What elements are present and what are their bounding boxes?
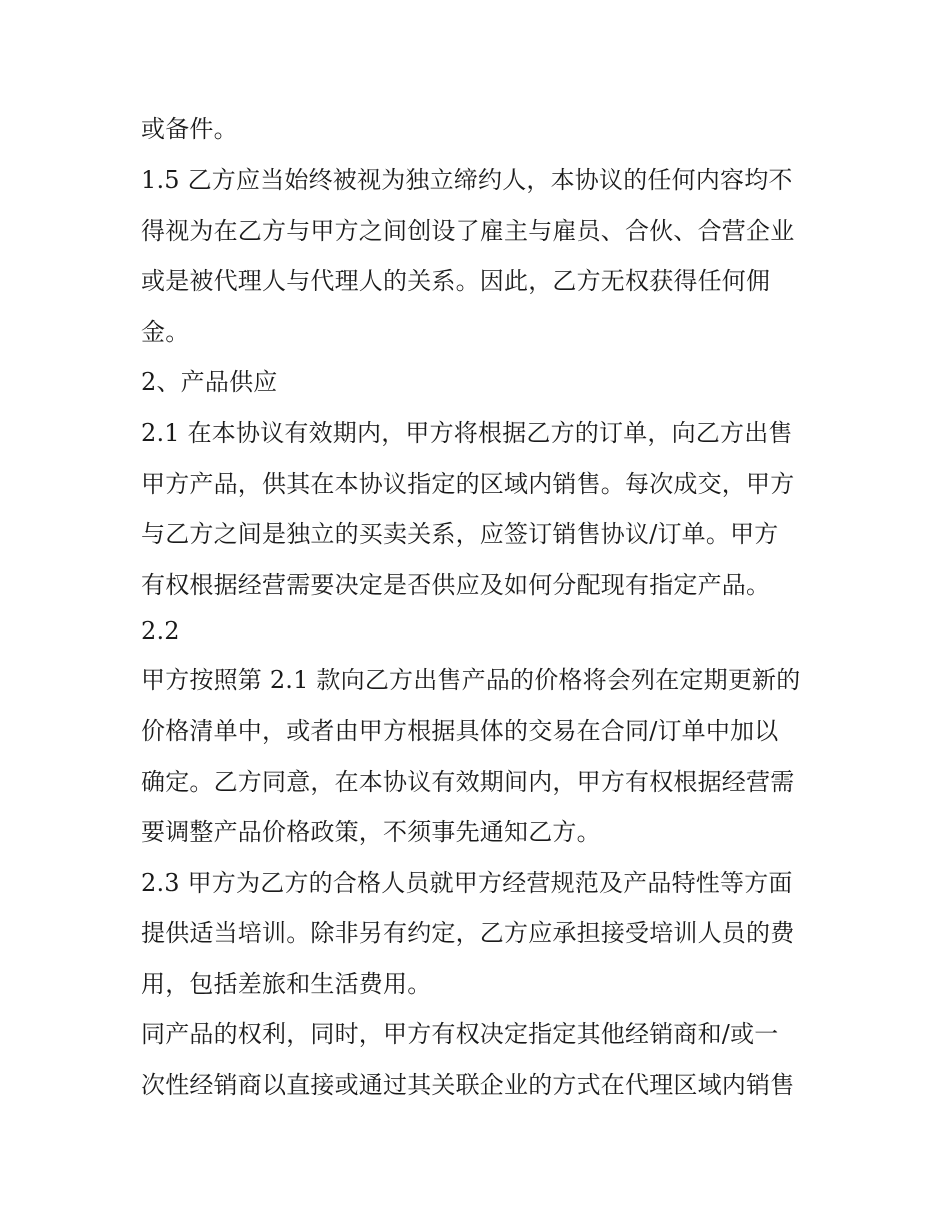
text-line: 提供适当培训。除非另有约定，乙方应承担接受培训人员的费 [141, 919, 795, 947]
text-line: 确定。乙方同意，在本协议有效期间内，甲方有权根据经营需 [141, 768, 795, 796]
text-line: 用，包括差旅和生活费用。 [141, 970, 432, 998]
text-line: 1.5 乙方应当始终被视为独立缔约人，本协议的任何内容均不 [141, 166, 793, 194]
text-line: 或是被代理人与代理人的关系。因此，乙方无权获得任何佣 [141, 267, 771, 295]
text-line: 要调整产品价格政策，不须事先通知乙方。 [141, 818, 601, 846]
text-line: 金。 [141, 318, 190, 346]
text-line: 与乙方之间是独立的买卖关系，应签订销售协议/订单。甲方 [141, 520, 779, 548]
text-line: 或备件。 [141, 115, 238, 143]
text-line: 得视为在乙方与甲方之间创设了雇主与雇员、合伙、合营企业 [141, 217, 795, 245]
text-line: 甲方产品，供其在本协议指定的区域内销售。每次成交，甲方 [141, 470, 795, 498]
text-line: 次性经销商以直接或通过其关联企业的方式在代理区域内销售 [141, 1071, 795, 1099]
section-heading: 2、产品供应 [141, 368, 278, 396]
text-line: 2.1 在本协议有效期内，甲方将根据乙方的订单，向乙方出售 [141, 419, 793, 447]
text-line: 2.3 甲方为乙方的合格人员就甲方经营规范及产品特性等方面 [141, 869, 793, 897]
clause-number: 2.2 [141, 617, 180, 645]
text-line: 有权根据经营需要决定是否供应及如何分配现有指定产品。 [141, 571, 771, 599]
text-line: 同产品的权利，同时，甲方有权决定指定其他经销商和/或一 [141, 1020, 779, 1048]
text-line: 价格清单中，或者由甲方根据具体的交易在合同/订单中加以 [141, 717, 779, 745]
text-line: 甲方按照第 2.1 款向乙方出售产品的价格将会列在定期更新的 [141, 666, 801, 694]
